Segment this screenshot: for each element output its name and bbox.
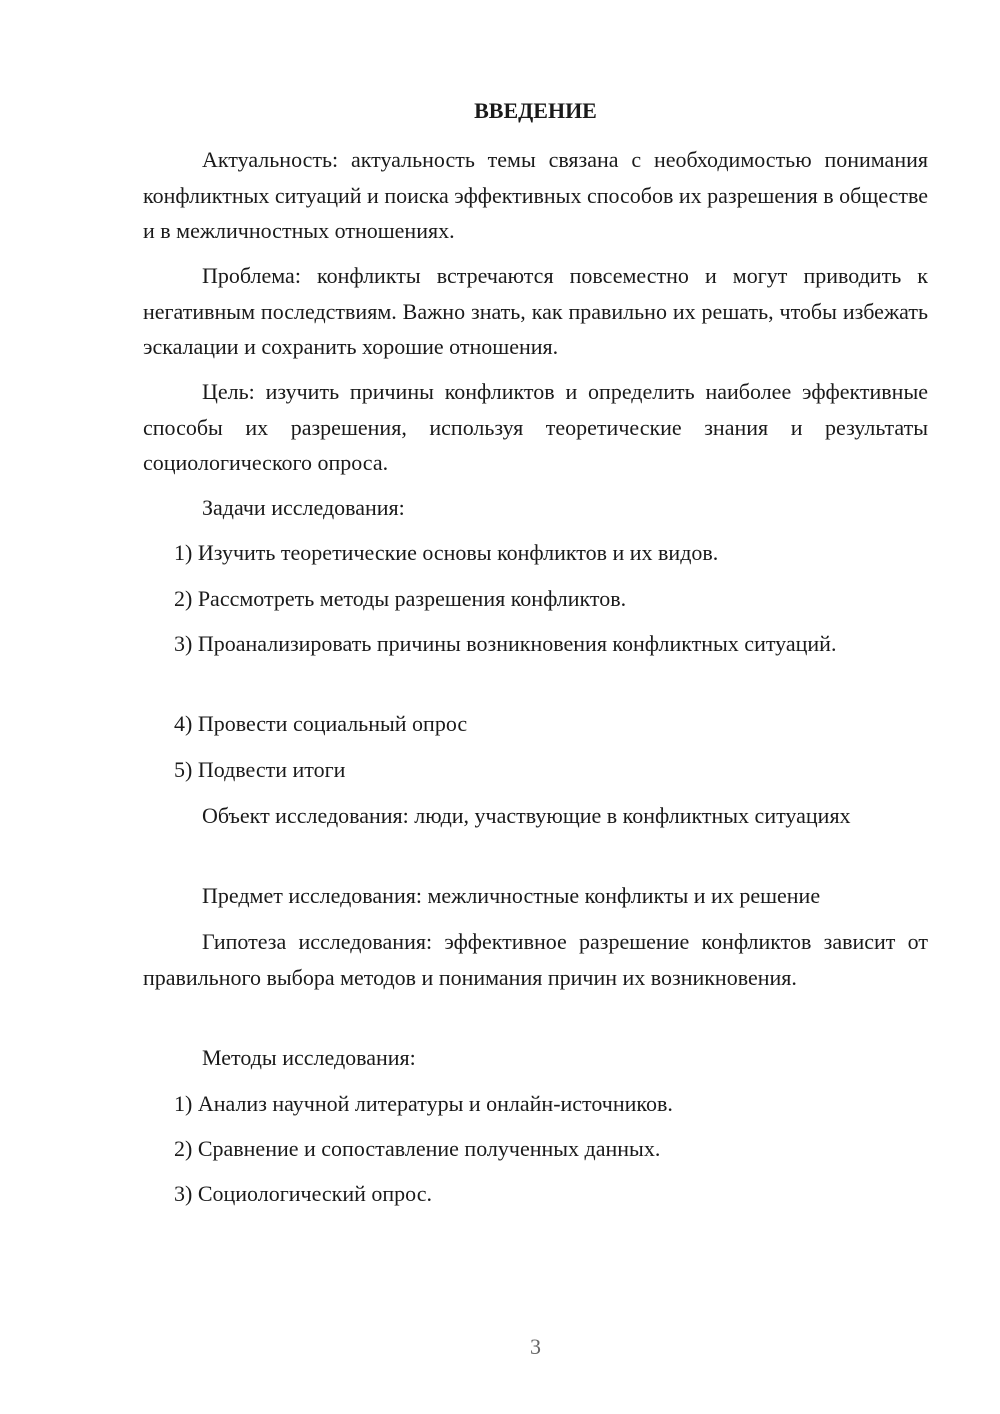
section-heading: ВВЕДЕНИЕ [474, 98, 597, 123]
task-item-4: 4) Провести социальный опрос [174, 711, 468, 736]
hypothesis-paragraph: Гипотеза исследования: эффективное разрешение конфликтов зависит от правильного выбора методов и понимания причин их возникновения. [143, 929, 928, 990]
task-item-1: 1) Изучить теоретические основы конфликтов и их видов. [174, 540, 719, 565]
method-item-1: 1) Анализ научной литературы и онлайн-источников. [174, 1091, 673, 1116]
goal-paragraph: Цель: изучить причины конфликтов и определить наиболее эффективные способы их разрешения, используя теоретические знания и результаты социологического опроса. [143, 379, 928, 475]
methods-title: Методы исследования: [202, 1045, 416, 1070]
method-item-3: 3) Социологический опрос. [174, 1181, 432, 1206]
task-item-5: 5) Подвести итоги [174, 757, 346, 782]
tasks-title: Задачи исследования: [202, 495, 405, 520]
document-page [143, 0, 928, 1414]
object-paragraph: Объект исследования: люди, участвующие в конфликтных ситуациях [202, 803, 851, 828]
task-item-2: 2) Рассмотреть методы разрешения конфликтов. [174, 586, 627, 611]
method-item-2: 2) Сравнение и сопоставление полученных данных. [174, 1136, 661, 1161]
task-item-3: 3) Проанализировать причины возникновения конфликтных ситуаций. [174, 631, 837, 656]
relevance-paragraph: Актуальность: актуальность темы связана с необходимостью понимания конфликтных ситуаций и поиска эффективных способов их разрешения в обществе и в межличностных отношениях. [143, 147, 928, 243]
problem-paragraph: Проблема: конфликты встречаются повсеместно и могут приводить к негативным последствиям. Важно знать, как правильно их решать, чтобы избежать эскалации и сохранить хорошие отношения. [143, 263, 928, 359]
subject-paragraph: Предмет исследования: межличностные конфликты и их решение [202, 883, 821, 908]
page-number: 3 [530, 1334, 541, 1359]
